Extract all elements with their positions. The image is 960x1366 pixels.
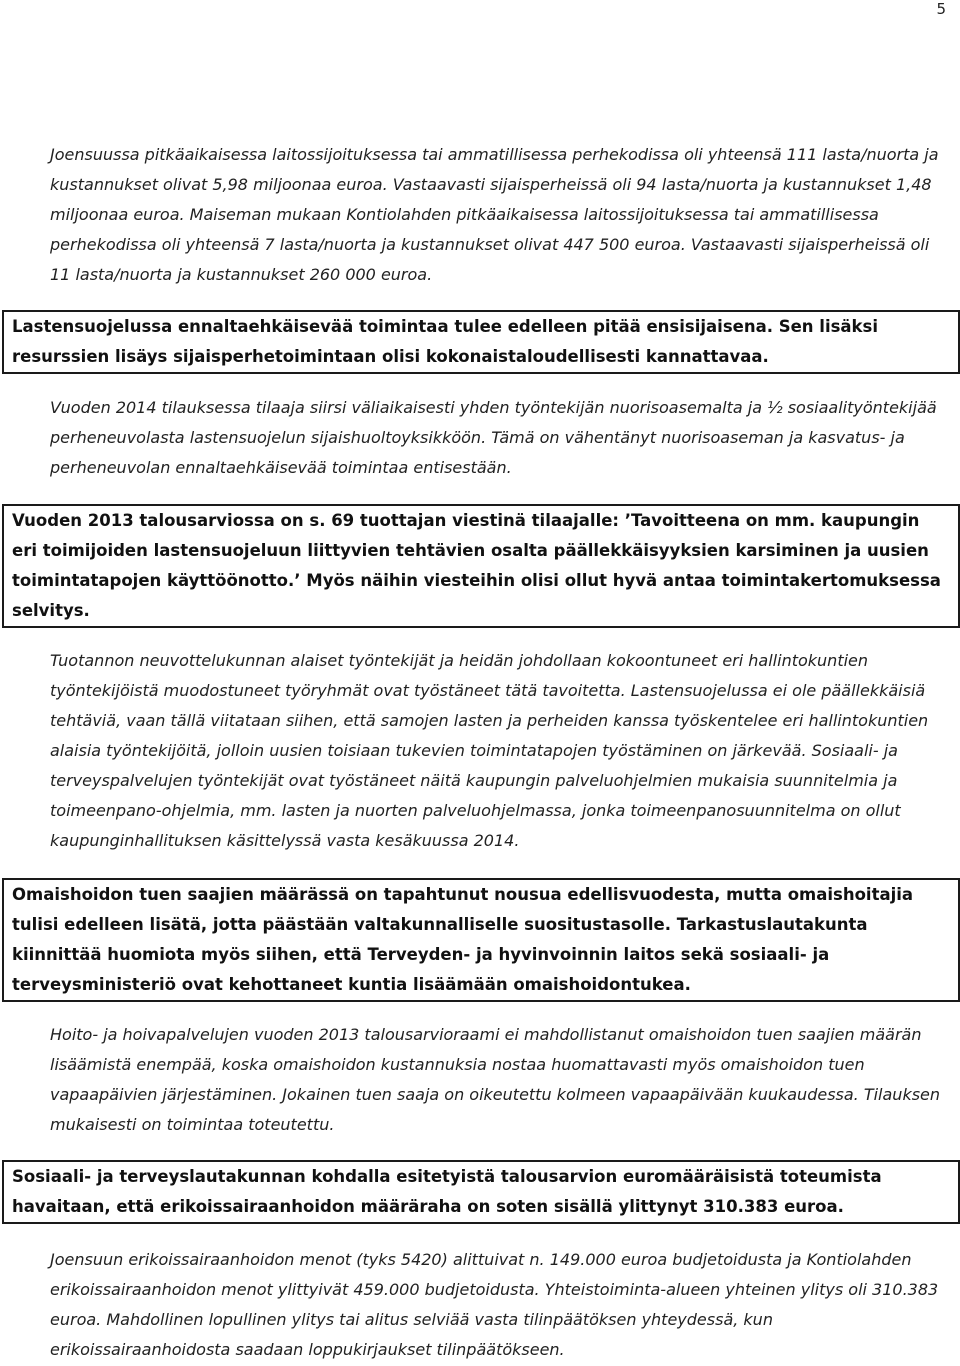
paragraph-prevention-priority: Lastensuojelussa ennaltaehkäisevää toimintaa tulee edelleen pitää ensisijaisena. Sen lisäksi resurssien lisäys sijaisperhetoimintaan olisi kokonaistaloudellisesti kannattavaa. xyxy=(12,317,879,366)
paragraph-care-budget: Hoito- ja hoivapalvelujen vuoden 2013 talousarvioraami ei mahdollistanut omaishoidon tuen saajien määrän lisäämistä enempää, koska omaishoidon kustannuksia nostaa huomattavasti myös omaishoidon tuen vapaapäivien järjestäminen. Jokainen tuen saaja on oikeutettu kolmeen vapaapäivään kuukaudessa. Tilauksen mukaisesti on toimintaa toteutettu. xyxy=(50,1025,941,1134)
highlight-box-budget-message xyxy=(2,504,960,628)
paragraph-staff-transfer: Vuoden 2014 tilauksessa tilaaja siirsi väliaikaisesti yhden työntekijän nuorisoasemalta ja ½ sosiaalityöntekijää perheneuvolasta lastensuojelun sijaishuoltoyksikköön. Tämä on vähentänyt nuorisoaseman ja kasvatus- ja perheneuvolan ennaltaehkäisevää toimintaa entisestään. xyxy=(50,398,937,477)
paragraph-specialist-care-details: Joensuun erikoissairaanhoidon menot (tyks 5420) alittuivat n. 149.000 euroa budjetoidusta ja Kontiolahden erikoissairaanhoidon menot ylittyivät 459.000 budjetoidusta. Yhteistoiminta-alueen yhteinen ylitys oli 310.383 euroa. Mahdollinen lopullinen ylitys tai alitus selviää vasta tilinpäätöksen yhteydessä, kun erikoissairaanhoidosta saadaan loppukirjaukset tilinpäätökseen. xyxy=(50,1250,939,1359)
highlight-box-family-care xyxy=(2,878,960,1002)
paragraph-placements-costs: Joensuussa pitkäaikaisessa laitossijoituksessa tai ammatillisessa perhekodissa oli yhteensä 111 lasta/nuorta ja kustannukset olivat 5,98 miljoonaa euroa. Vastaavasti sijaisperheissä oli 94 lasta/nuorta ja kustannukset 1,48 miljoonaa euroa. Maiseman mukaan Kontiolahden pitkäaikaisessa laitossijoituksessa tai ammatillisessa perhekodissa oli yhteensä 7 lasta/nuorta ja kustannukset olivat 447 500 euroa. Vastaavasti sijaisperheissä oli 11 lasta/nuorta ja kustannukset 260 000 euroa. xyxy=(50,145,939,284)
paragraph-specialist-care-overrun: Sosiaali- ja terveyslautakunnan kohdalla esitetyistä talousarvion euromääräisistä toteumista havaitaan, että erikoissairaanhoidon määräraha on soten sisällä ylittynyt 310.383 euroa. xyxy=(12,1167,882,1216)
paragraph-family-care-support: Omaishoidon tuen saajien määrässä on tapahtunut nousua edellisvuodesta, mutta omaishoitajia tulisi edelleen lisätä, jotta päästään valtakunnalliselle suositustasolle. Tarkastuslautakunta kiinnittää huomiota myös siihen, että Terveyden- ja hyvinvoinnin laitos sekä sosiaali- ja terveysministeriö ovat kehottaneet kuntia lisäämään omaishoidontukea. xyxy=(12,885,914,994)
paragraph-budget-message: Vuoden 2013 talousarviossa on s. 69 tuottajan viestinä tilaajalle: ’Tavoitteena on mm. kaupungin eri toimijoiden lastensuojeluun liittyvien tehtävien osalta päällekkäisyyksien karsiminen ja uusien toimintatapojen käyttöönotto.’ Myös näihin viesteihin olisi ollut hyvä antaa toimintakertomuksessa selvitys. xyxy=(12,511,941,620)
page-number: 5 xyxy=(936,0,946,18)
highlight-box-specialist-care xyxy=(2,1160,960,1224)
paragraph-working-groups: Tuotannon neuvottelukunnan alaiset työntekijät ja heidän johdollaan kokoontuneet eri hallintokuntien työntekijöistä muodostuneet työryhmät ovat työstäneet tätä tavoitetta. Lastensuojelussa ei ole päällekkäisiä tehtäviä, vaan tällä viitataan siihen, että samojen lasten ja perheiden kanssa työskentelee eri hallintokuntien alaisia työntekijöitä, jolloin uusien toisiaan tukevien toimintatapojen työstäminen on järkevää. Sosiaali- ja terveyspalvelujen työntekijät ovat työstäneet näitä kaupungin palveluohjelmien mukaisia suunnitelmia ja toimeenpano-ohjelmia, mm. lasten ja nuorten palveluohjelmassa, jonka toimeenpanosuunnitelma on ollut kaupunginhallituksen käsittelyssä vasta kesäkuussa 2014. xyxy=(50,651,929,850)
highlight-box-prevention xyxy=(2,310,960,374)
